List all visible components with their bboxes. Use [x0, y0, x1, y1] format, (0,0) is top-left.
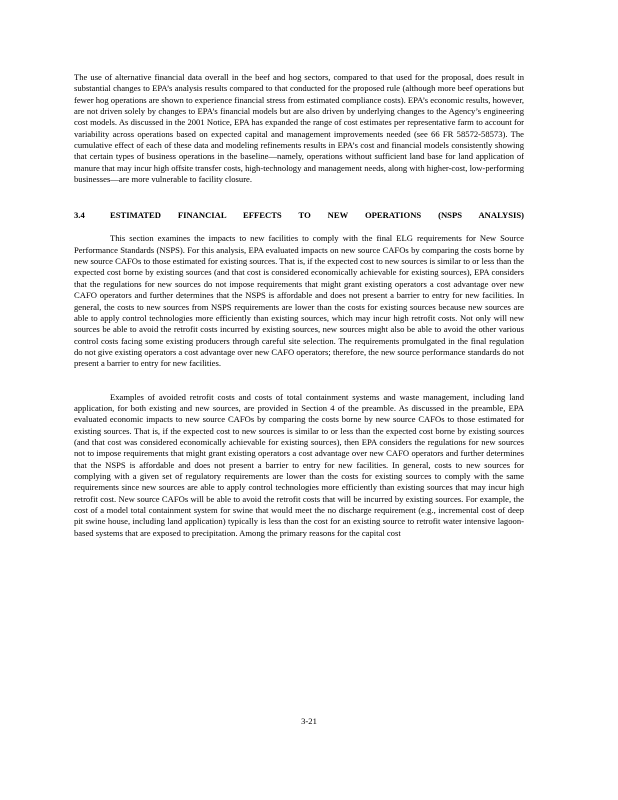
paragraph-intro: The use of alternative financial data overall in the beef and hog sectors, compared to that used for the proposal, does result in substantial changes to EPA’s analysis results compared to that conducted for the proposed rule (although more beef operations but fewer hog operations are shown to experience financial stress from estimated compliance costs). EPA’s economic results, however, are not driven solely by changes to EPA’s financial models but are also driven by underlying changes to the Agency’s engineering cost models. As discussed in the 2001 Notice, EPA has expanded the range of cost estimates per representative farm to account for variability across operations based on expected capital and management improvements needed (see 66 FR 58572-58573). The cumulative effect of each of these data and modeling refinements results in EPA’s cost and financial models consistently showing that certain types of business operations in the baseline—namely, operations without sufficient land base for land application of manure that may incur high offsite transfer costs, high-technology and management needs, along with higher-cost, low-performing businesses—are more vulnerable to facility closure.	[74, 72, 524, 185]
paragraph-spacer	[74, 370, 524, 392]
paragraph-retrofit-examples: Examples of avoided retrofit costs and costs of total containment systems and waste management, including land application, for both existing and new sources, are provided in Section 4 of the preamble. As discussed in the preamble, EPA evaluated economic impacts to new source CAFOs by comparing the costs borne by new source CAFOs to those estimated for existing sources. That is, if the expected cost to new sources is similar to or less than the expected cost borne by existing sources (and that cost was considered economically achievable for existing sources), then EPA considers the regulations for new sources not to impose requirements that might grant existing operators a cost advantage over new CAFO operators and further determines that the NSPS is affordable and does not present a barrier to entry for new facilities. In general, costs to new sources for complying with a given set of regulatory requirements are lower than the costs for existing sources to comply with the same requirements since new sources are able to apply control technologies more efficiently than existing sources that may incur high retrofit cost. New source CAFOs will be able to avoid the retrofit costs that will be incurred by existing sources. For example, the cost of a model total containment system for swine that would meet the no discharge requirement (e.g., incremental cost of deep pit swine house, including land application) typically is less than the cost for an existing source to retrofit water intensive lagoon-based systems that are exposed to precipitation. Among the primary reasons for the capital cost	[74, 391, 524, 538]
section-number: 3.4	[74, 210, 85, 221]
document-body	[74, 72, 524, 539]
section-heading	[74, 210, 524, 221]
paragraph-nsps-overview: This section examines the impacts to new facilities to comply with the final ELG requirements for New Source Performance Standards (NSPS). For this analysis, EPA evaluated impacts on new source CAFOs by comparing the costs borne by new source CAFOs to those estimated for existing sources. That is, if the expected cost to new sources is similar to or less than the expected cost borne by existing sources (and that cost is considered economically achievable for existing sources), EPA considers that the regulations for new sources do not impose requirements that might grant existing operators a cost advantage over new CAFO operators and further determines that the NSPS is affordable and does not present a barrier to entry for new facilities. In general, the costs to new sources from NSPS requirements are lower than the costs for existing sources because new sources are able to apply control technologies more efficiently than existing sources, which may incur high retrofit costs. Not only will new sources be able to avoid the retrofit costs incurred by existing sources, new sources might also be able to avoid the other various control costs facing some existing producers through careful site selection. The requirements promulgated in the final regulation do not give existing operators a cost advantage over new CAFO operators; therefore, the new source performance standards do not present a barrier to entry for new facilities.	[74, 233, 524, 369]
page-number: 3-21	[301, 716, 317, 726]
section-title: ESTIMATED FINANCIAL EFFECTS TO NEW OPERATIONS (NSPS ANALYSIS)	[110, 210, 524, 221]
